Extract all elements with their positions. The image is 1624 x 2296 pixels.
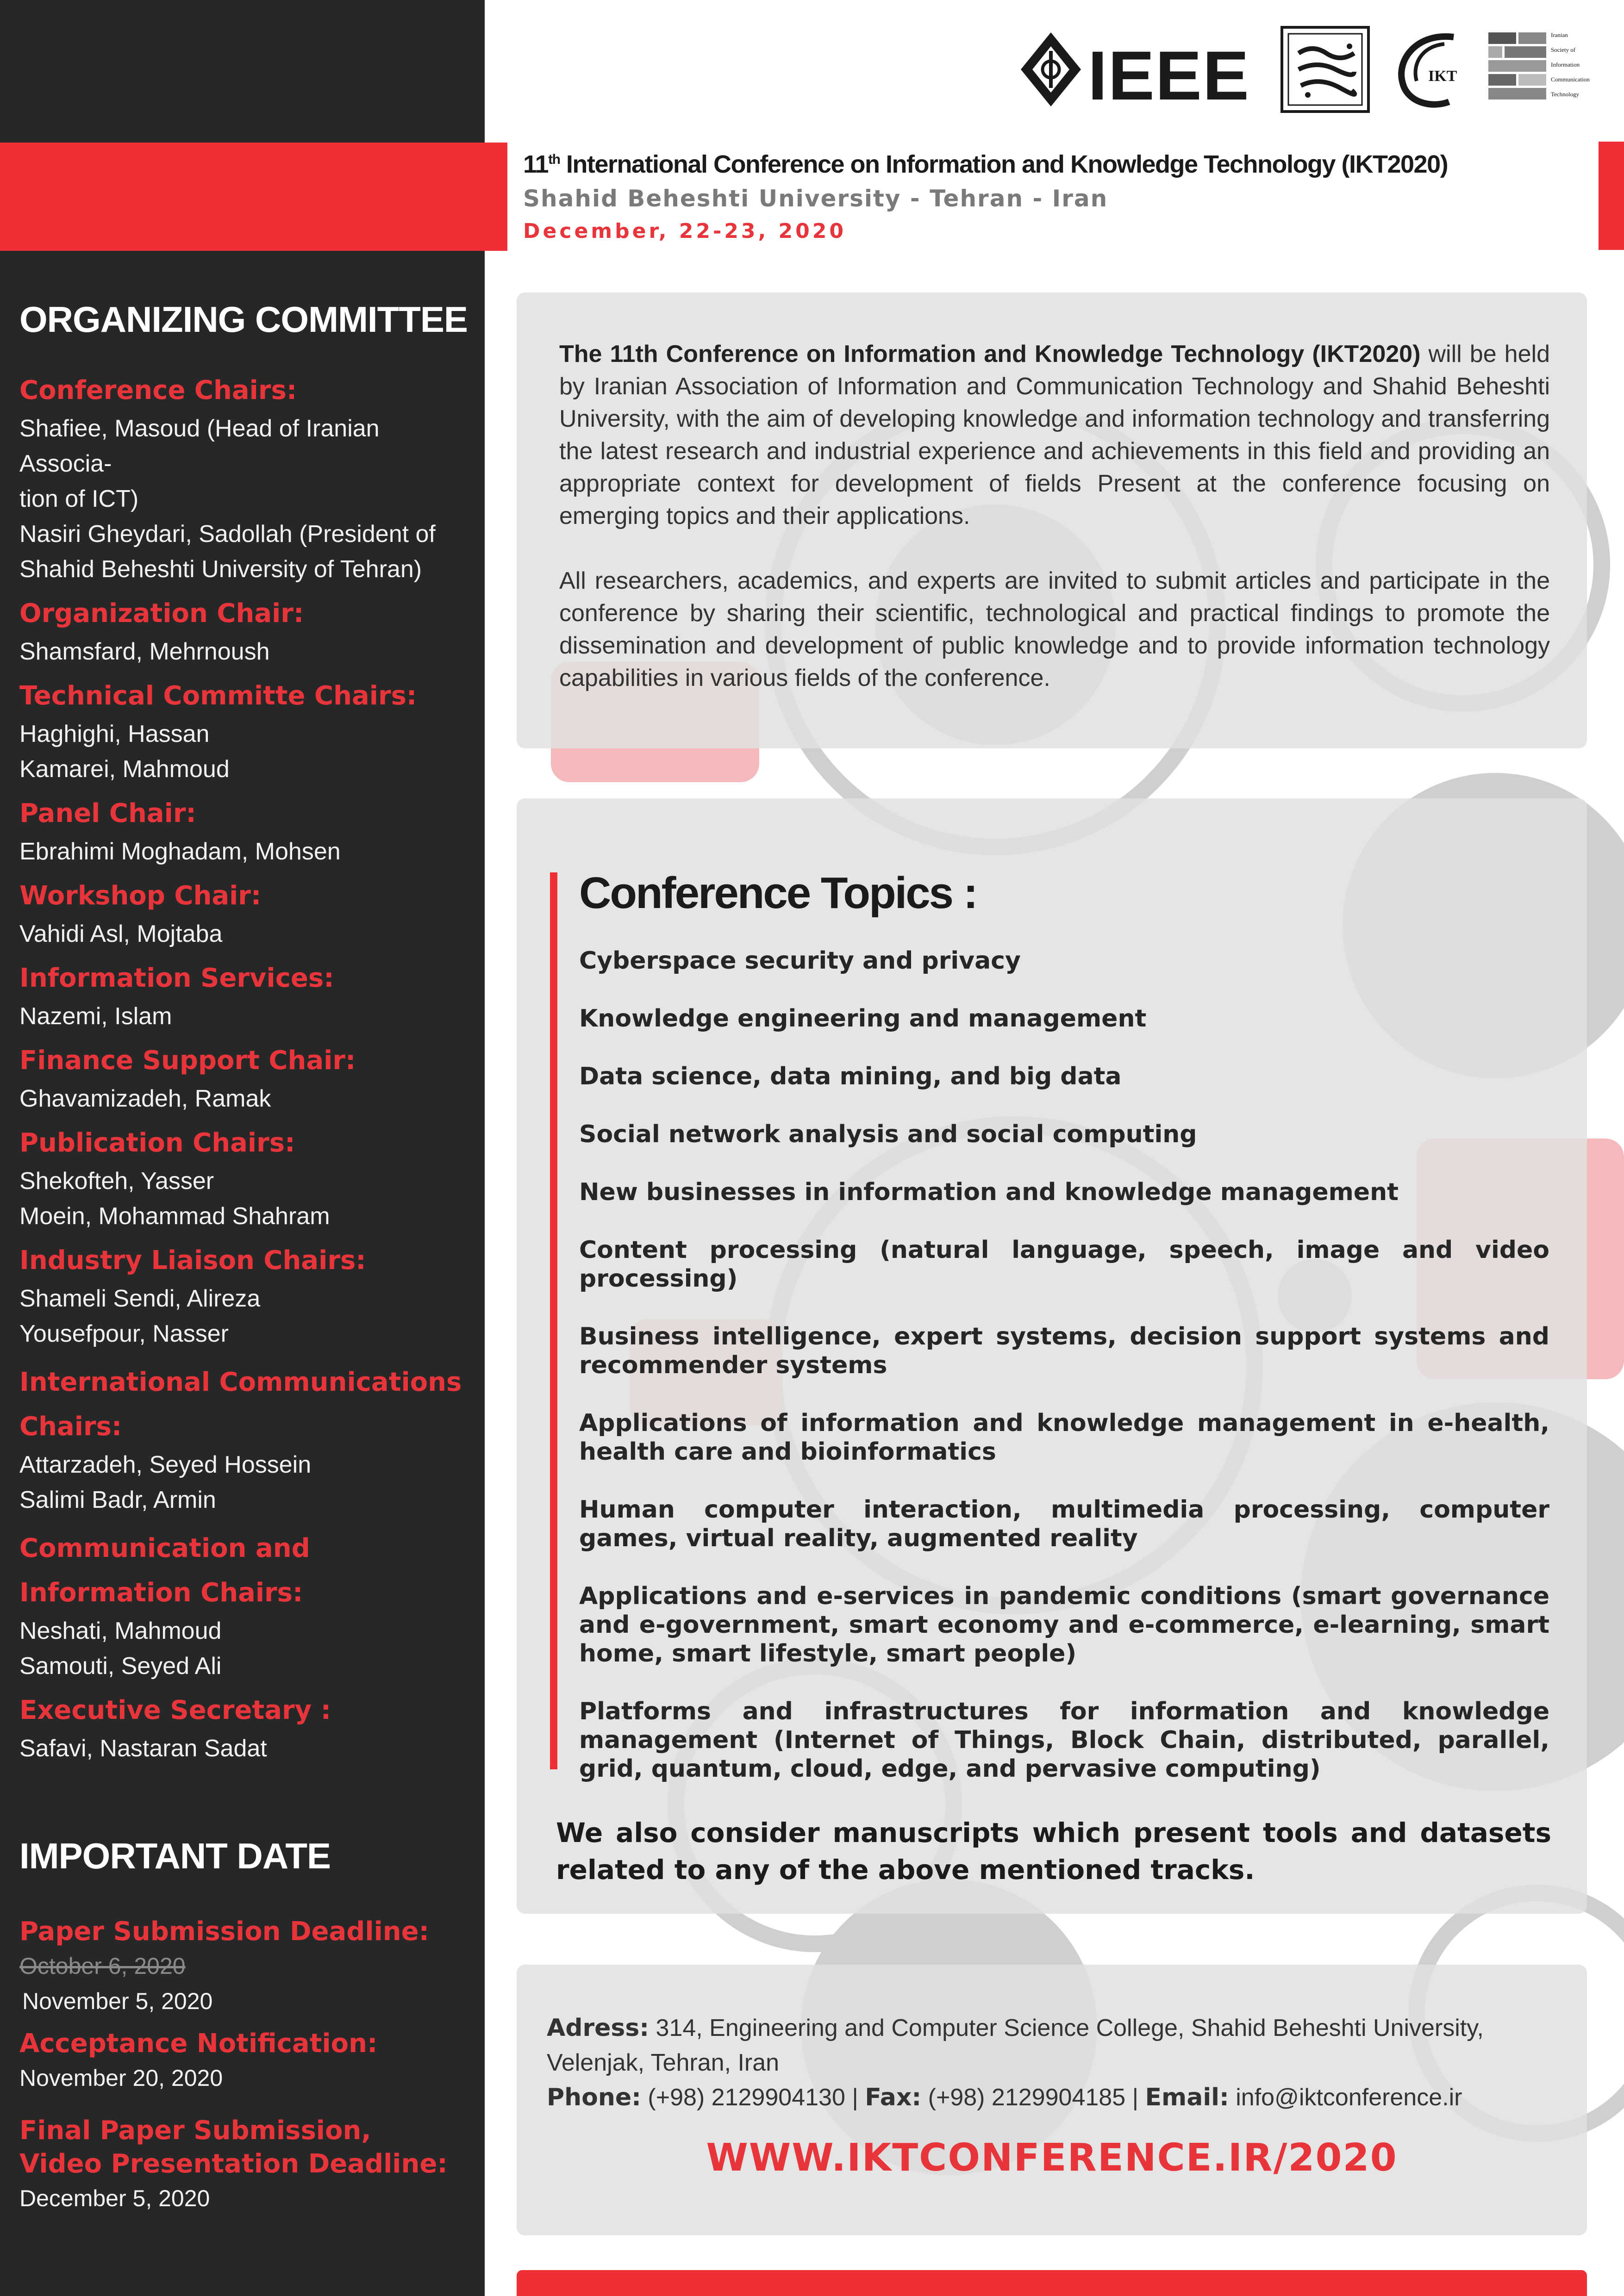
committee-person: Moein, Mohammad Shahram — [19, 1203, 330, 1230]
committee-person: Nasiri Gheydari, Sadollah (President of — [19, 521, 436, 548]
contact-line — [547, 2080, 1574, 2115]
separator: | — [845, 2084, 865, 2111]
committee-role-continued: Information Chairs: — [19, 1578, 303, 1608]
topics-heading: Conference Topics : — [579, 868, 977, 918]
topics-panel — [517, 798, 1587, 1914]
committee-person: Ebrahimi Moghadam, Mohsen — [19, 838, 341, 865]
committee-group-industry-liaison — [19, 1240, 473, 1351]
committee-person: Salimi Badr, Armin — [19, 1487, 216, 1513]
video-deadline-label: Video Presentation Deadline: — [19, 2149, 448, 2179]
committee-person: Nazemi, Islam — [19, 1003, 172, 1030]
separator: | — [1125, 2084, 1145, 2111]
committee-person: Shafiee, Masoud (Head of Iranian Associa- — [19, 415, 380, 477]
final-submission-date: December 5, 2020 — [19, 2185, 210, 2211]
topic-item: Social network analysis and social computing — [579, 1120, 1197, 1148]
intro-panel — [517, 292, 1587, 748]
conference-title — [523, 141, 1597, 183]
title-text: International Conference on Information and Knowledge Technology (IKT2020) — [560, 150, 1448, 178]
committee-group-workshop-chair — [19, 876, 473, 952]
phone-value: (+98) 2129904130 — [641, 2084, 845, 2111]
acceptance-date: November 20, 2020 — [19, 2065, 223, 2091]
organizing-committee-heading: ORGANIZING COMMITTEE — [19, 299, 468, 340]
fax-value: (+98) 2129904185 — [921, 2084, 1126, 2111]
phone-label: Phone: — [547, 2084, 641, 2111]
committee-group-panel-chair — [19, 793, 473, 869]
contact-panel — [517, 1965, 1587, 2235]
committee-person: Shameli Sendi, Alireza — [19, 1285, 261, 1312]
topic-item: Platforms and infrastructures for information and knowledge management (Internet of Things, Block Chain, distributed, parallel, grid, quantum, cloud, edge, and pervasive computing) — [579, 1698, 1549, 1783]
ikt-logo-text: IKT — [1428, 68, 1457, 85]
ieee-diamond-icon — [1018, 30, 1083, 109]
committee-role: Industry Liaison Chairs: — [19, 1245, 366, 1276]
committee-role: Communication and — [19, 1533, 310, 1563]
society-line: Society of — [1551, 46, 1576, 53]
logo-strip — [1018, 25, 1602, 113]
address-label: Adress: — [547, 2014, 650, 2042]
topics-list — [579, 946, 1549, 1812]
address-value: 314, Engineering and Computer Science College, Shahid Beheshti University, — [649, 2015, 1484, 2041]
iranian-ict-society-logo — [1486, 28, 1602, 111]
committee-person: Shahid Beheshti University of Tehran) — [19, 556, 422, 583]
topics-note: We also consider manuscripts which present tools and datasets related to any of the above mentioned tracks. — [556, 1817, 1551, 1885]
committee-role: Finance Support Chair: — [19, 1045, 356, 1076]
intro-paragraph-1 — [559, 338, 1550, 532]
committee-role: Panel Chair: — [19, 798, 196, 828]
topic-item: Knowledge engineering and management — [579, 1005, 1147, 1033]
submission-new-date: November 5, 2020 — [22, 1988, 213, 2014]
topic-item: New businesses in information and knowledge management — [579, 1178, 1399, 1206]
acceptance-label: Acceptance Notification: — [19, 2028, 378, 2059]
committee-group-organization-chair — [19, 593, 473, 669]
email-label: Email: — [1145, 2084, 1229, 2111]
committee-group-publication-chairs — [19, 1123, 473, 1234]
committee-role: Workshop Chair: — [19, 881, 262, 911]
committee-role: International Communications — [19, 1367, 462, 1397]
conference-location: Shahid Beheshti University - Tehran - Iran — [523, 185, 1108, 212]
committee-person: Samouti, Seyed Ali — [19, 1653, 222, 1680]
ikt-logo-icon — [1389, 28, 1470, 113]
committee-person: Kamarei, Mahmoud — [19, 756, 230, 783]
society-line: Iranian — [1551, 31, 1568, 38]
university-seal-logo — [1280, 25, 1370, 113]
conference-date: December, 22-23, 2020 — [523, 219, 846, 243]
website-link[interactable]: WWW.IKTCONFERENCE.IR/2020 — [706, 2136, 1398, 2180]
header-red-edge — [1599, 142, 1624, 250]
title-number: 11 — [523, 150, 549, 178]
topic-item: Content processing (natural language, speech, image and video processing) — [579, 1236, 1549, 1293]
committee-person: tion of ICT) — [19, 485, 139, 512]
committee-role: Technical Committe Chairs: — [19, 681, 417, 711]
sidebar — [0, 0, 485, 2296]
committee-role: Conference Chairs: — [19, 375, 297, 405]
submission-deadline-label: Paper Submission Deadline: — [19, 1916, 430, 1947]
committee-person: Vahidi Asl, Mojtaba — [19, 921, 223, 947]
committee-role-continued: Chairs: — [19, 1412, 122, 1442]
committee-group-international-communications — [19, 1358, 473, 1518]
header-red-band — [0, 143, 507, 251]
submission-old-date: October 6, 2020 — [19, 1953, 186, 1979]
society-line: Communication — [1551, 76, 1590, 83]
conference-header — [523, 141, 1597, 249]
topic-item: Human computer interaction, multimedia processing, computer games, virtual reality, augmented reality — [579, 1496, 1549, 1552]
address-line — [547, 2011, 1574, 2046]
fax-label: Fax: — [865, 2084, 922, 2111]
committee-person: Yousefpour, Nasser — [19, 1320, 229, 1347]
committee-role: Publication Chairs: — [19, 1128, 295, 1158]
topics-accent-bar — [550, 872, 557, 1769]
society-line: Technology — [1551, 91, 1580, 98]
intro-paragraph-2: All researchers, academics, and experts are invited to submit articles and participate in the conference by sharing their scientific, technological and practical findings to promote the dissemination and development of public knowledge and to provide information technology capabilities in various fields of the conference. — [559, 567, 1550, 691]
committee-person: Ghavamizadeh, Ramak — [19, 1085, 271, 1112]
final-submission-label: Final Paper Submission, — [19, 2116, 371, 2146]
committee-person: Safavi, Nastaran Sadat — [19, 1735, 267, 1762]
intro-body: will be held by Iranian Association of Information and Communication Technology and Shahid Beheshti University, with the aim of developing knowledge and information technology and transferring the latest research and industrial experience and achievements in this field and providing an appropriate context for development of fields Present at the conference focusing on emerging topics and their applications. — [559, 341, 1550, 529]
footer-red-band — [517, 2270, 1587, 2296]
society-line: Information — [1551, 61, 1580, 68]
intro-lead: The 11th Conference on Information and Knowledge Technology (IKT2020) — [559, 341, 1421, 367]
committee-group-technical-chairs — [19, 676, 473, 787]
committee-person: Neshati, Mahmoud — [19, 1618, 222, 1644]
committee-role: Information Services: — [19, 963, 334, 993]
committee-group-information-services — [19, 958, 473, 1034]
committee-group-finance-chair — [19, 1040, 473, 1116]
address-line-2: Velenjak, Tehran, Iran — [547, 2049, 780, 2076]
committee-person: Shekofteh, Yasser — [19, 1168, 214, 1195]
committee-role: Organization Chair: — [19, 598, 304, 628]
title-ordinal: th — [548, 152, 560, 167]
important-date-heading: IMPORTANT DATE — [19, 1836, 331, 1876]
topic-item: Applications and e-services in pandemic conditions (smart governance and e-government, smart economy and e-commerce, e-learning, smart home, smart lifestyle, smart people) — [579, 1582, 1549, 1668]
important-dates-list — [19, 1907, 473, 2216]
committee-group-communication-information — [19, 1524, 473, 1684]
topic-item: Data science, data mining, and big data — [579, 1063, 1122, 1090]
topic-item: Applications of information and knowledge management in e-health, health care and bioinformatics — [579, 1409, 1549, 1466]
committee-person: Shamsfard, Mehrnoush — [19, 638, 270, 665]
committee-list — [19, 370, 473, 1773]
email-link[interactable]: info@iktconference.ir — [1229, 2084, 1462, 2111]
committee-person: Haghighi, Hassan — [19, 721, 210, 747]
topic-item: Business intelligence, expert systems, decision support systems and recommender systems — [579, 1323, 1549, 1379]
committee-person: Attarzadeh, Seyed Hossein — [19, 1451, 312, 1478]
committee-group-executive-secretary — [19, 1690, 473, 1766]
svg-text:Iranian Society of — [1551, 31, 1591, 98]
committee-role: Executive Secretary : — [19, 1695, 331, 1725]
topic-item: Cyberspace security and privacy — [579, 947, 1021, 975]
ieee-logo: IEEE — [1088, 37, 1250, 114]
committee-group-conference-chairs — [19, 370, 473, 587]
